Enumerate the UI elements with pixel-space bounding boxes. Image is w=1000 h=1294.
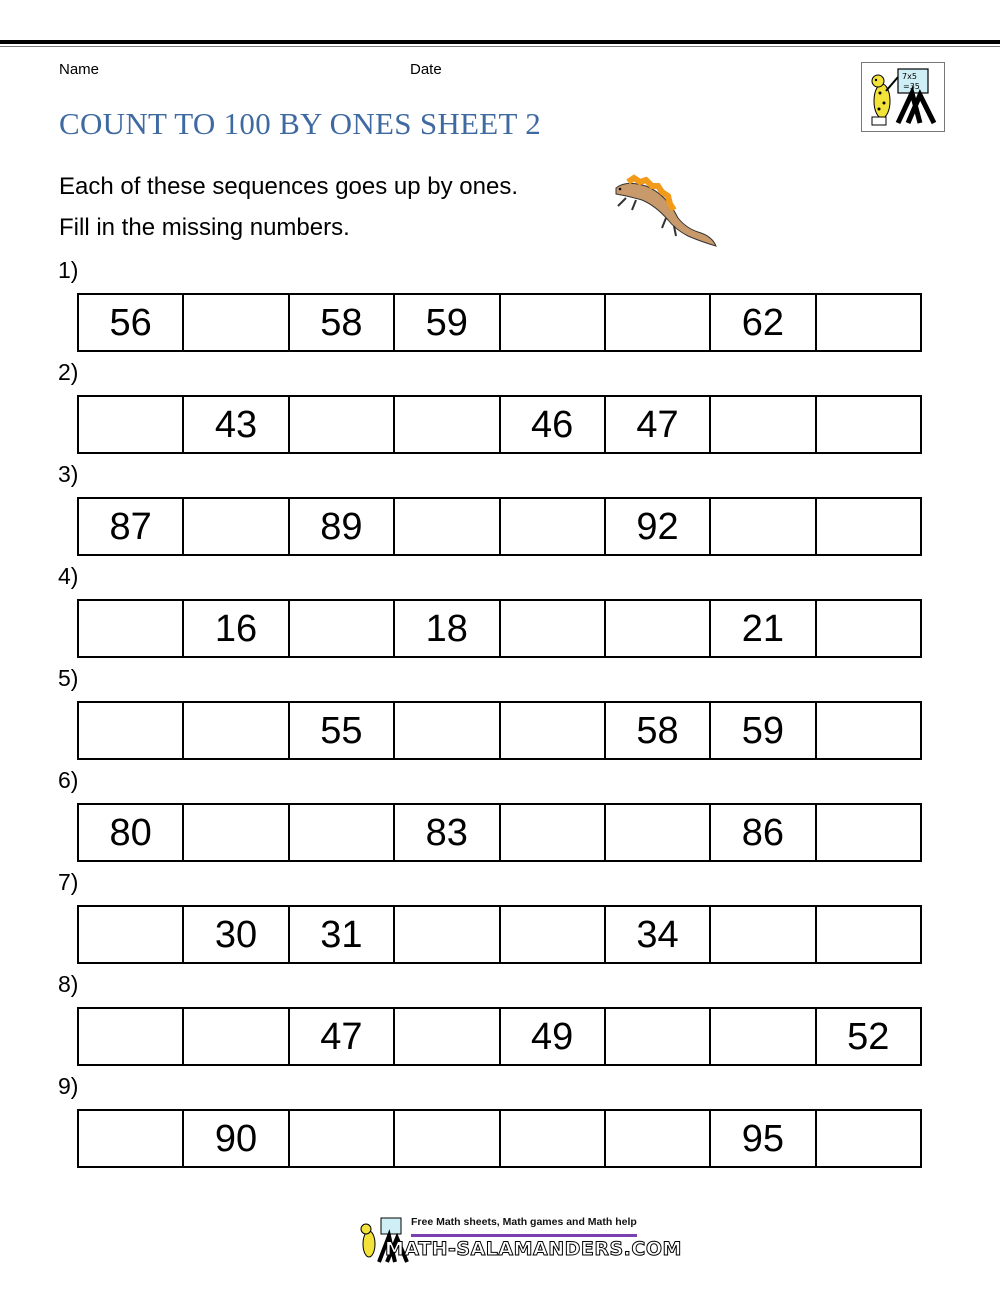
math-salamander-logo-icon (861, 62, 945, 132)
top-rule-thin (0, 46, 1000, 47)
sequence-cell[interactable]: 86 (711, 805, 816, 860)
sequence-cell[interactable] (395, 499, 500, 554)
question-label: 2) (58, 359, 79, 385)
name-label: Name (59, 61, 100, 78)
sequence-cell[interactable] (184, 1009, 289, 1064)
sequence-cell[interactable] (395, 1009, 500, 1064)
footer-branding[interactable] (355, 1212, 682, 1267)
sequence-cell[interactable]: 95 (711, 1111, 816, 1166)
question-label: 9) (58, 1073, 79, 1099)
sequence-cell[interactable] (501, 601, 606, 656)
sequence-cell[interactable] (711, 397, 816, 452)
sequence-cell[interactable] (817, 499, 920, 554)
question-label: 4) (58, 563, 79, 589)
sequence-cell[interactable] (817, 295, 920, 350)
sequence-cell[interactable]: 18 (395, 601, 500, 656)
sequence-row-4 (77, 599, 922, 658)
sequence-cell[interactable] (184, 295, 289, 350)
sequence-cell[interactable] (501, 703, 606, 758)
sequence-cell[interactable]: 90 (184, 1111, 289, 1166)
sequence-cell[interactable]: 16 (184, 601, 289, 656)
sequence-cell[interactable] (184, 703, 289, 758)
sequence-cell[interactable]: 58 (290, 295, 395, 350)
sequence-cell[interactable] (817, 397, 920, 452)
sequence-cell[interactable]: 46 (501, 397, 606, 452)
newt-icon (606, 170, 721, 250)
sequence-cell[interactable] (184, 805, 289, 860)
question-label: 8) (58, 971, 79, 997)
sequence-cell[interactable]: 47 (290, 1009, 395, 1064)
sequence-cell[interactable] (606, 1111, 711, 1166)
sequence-cell[interactable] (501, 499, 606, 554)
sequence-cell[interactable] (79, 1009, 184, 1064)
sequence-cell[interactable]: 58 (606, 703, 711, 758)
sequence-cell[interactable] (501, 907, 606, 962)
sequence-row-3 (77, 497, 922, 556)
sequence-cell[interactable]: 43 (184, 397, 289, 452)
sequence-cell[interactable] (817, 907, 920, 962)
sequence-cell[interactable] (79, 601, 184, 656)
sequence-cell[interactable] (79, 397, 184, 452)
footer-site-name[interactable]: MATH-SALAMANDERS.COM (385, 1238, 682, 1260)
sequence-cell[interactable]: 62 (711, 295, 816, 350)
sequence-row-5 (77, 701, 922, 760)
sequence-row-6 (77, 803, 922, 862)
sequence-cell[interactable] (290, 805, 395, 860)
sequence-cell[interactable]: 34 (606, 907, 711, 962)
sequence-cell[interactable] (711, 907, 816, 962)
sequence-cell[interactable]: 52 (847, 1016, 890, 1058)
sequence-cell[interactable] (817, 601, 920, 656)
sequence-cell[interactable] (606, 1009, 711, 1064)
sequence-cell[interactable] (79, 907, 184, 962)
sequence-cell[interactable] (817, 1111, 920, 1166)
question-label: 6) (58, 767, 79, 793)
sequence-cell[interactable]: 83 (395, 805, 500, 860)
svg-text:7x5: 7x5 (902, 72, 917, 81)
sequence-cell[interactable] (817, 703, 920, 758)
footer-tagline: Free Math sheets, Math games and Math help (411, 1216, 637, 1228)
sequence-cell[interactable]: 87 (79, 499, 184, 554)
sequence-cell[interactable] (606, 805, 711, 860)
sequence-row-1 (77, 293, 922, 352)
sequence-cell[interactable] (290, 601, 395, 656)
sequence-cell[interactable]: 59 (395, 295, 500, 350)
sequence-cell[interactable]: 59 (711, 703, 816, 758)
sequence-cell[interactable] (395, 703, 500, 758)
sequence-row-9 (77, 1109, 922, 1168)
sequence-cell[interactable]: 30 (184, 907, 289, 962)
sequence-cell[interactable]: 31 (290, 907, 395, 962)
sequence-cell[interactable] (711, 499, 816, 554)
sequence-cell[interactable] (501, 805, 606, 860)
sequence-cell[interactable] (711, 1009, 816, 1064)
question-label: 5) (58, 665, 79, 691)
sequence-cell[interactable] (395, 907, 500, 962)
sequence-cell[interactable] (290, 1111, 395, 1166)
sequence-cell[interactable] (395, 397, 500, 452)
sequence-cell[interactable]: 92 (606, 499, 711, 554)
sequence-cell[interactable]: 89 (290, 499, 395, 554)
sequence-cell[interactable] (184, 499, 289, 554)
sequence-row-8 (77, 1007, 922, 1066)
date-label: Date (410, 61, 442, 78)
sequence-cell[interactable]: 55 (290, 703, 395, 758)
question-label: 3) (58, 461, 79, 487)
sequence-cell[interactable] (817, 805, 920, 860)
question-label: 1) (58, 257, 79, 283)
sequence-cell[interactable]: 56 (79, 295, 184, 350)
sequence-row-7 (77, 905, 922, 964)
sequence-cell[interactable] (606, 601, 711, 656)
sequence-cell[interactable]: 47 (606, 397, 711, 452)
instruction-line-1: Each of these sequences goes up by ones. (59, 173, 518, 200)
sequence-cell[interactable] (79, 1111, 184, 1166)
sequence-cell[interactable]: 49 (501, 1009, 606, 1064)
sequence-cell[interactable] (290, 397, 395, 452)
sequence-row-2 (77, 395, 922, 454)
question-label: 7) (58, 869, 79, 895)
instruction-line-2: Fill in the missing numbers. (59, 214, 350, 241)
sequence-cell[interactable] (79, 703, 184, 758)
sequence-cell[interactable]: 80 (79, 805, 184, 860)
svg-text:=35: =35 (903, 82, 920, 91)
top-rule (0, 40, 1000, 44)
sequence-cell[interactable]: 21 (711, 601, 816, 656)
sequence-cell[interactable] (606, 295, 711, 350)
sequence-cell[interactable] (501, 1111, 606, 1166)
sequence-cell[interactable] (395, 1111, 500, 1166)
sequence-cell[interactable] (501, 295, 606, 350)
page-title: COUNT TO 100 BY ONES SHEET 2 (59, 106, 542, 141)
footer-divider (411, 1234, 637, 1237)
